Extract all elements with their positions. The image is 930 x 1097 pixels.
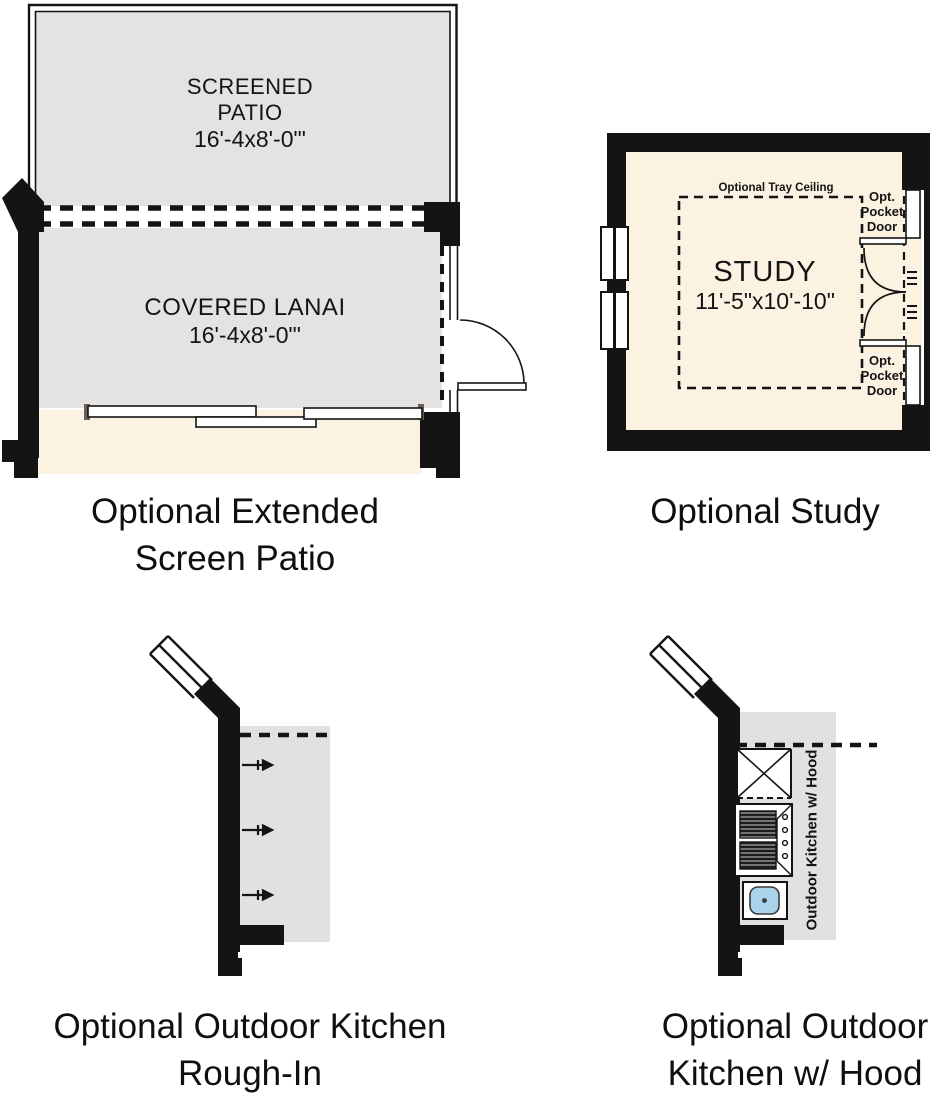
patio-caption-line2: Screen Patio: [134, 539, 336, 578]
covered-lanai-label: [120, 294, 370, 348]
pocket-top-l3: Door: [866, 219, 898, 234]
hood-caption-line1: Optional Outdoor: [661, 1007, 929, 1046]
pocket-top-l1: Opt.: [869, 189, 895, 204]
rough-in-counter-area: [240, 726, 330, 942]
hood-vent-icon: [737, 749, 791, 798]
sink-icon: [743, 882, 787, 919]
pocket-top-l2: Pocket: [860, 204, 904, 219]
right-wall-thin-edges: [450, 246, 458, 414]
outdoor-kitchen-counter-label: Outdoor Kitchen w/ Hood: [803, 749, 821, 931]
rough-in-plan-caption: [10, 1003, 490, 1097]
pocket-bot-l2: Pocket: [860, 368, 904, 383]
screened-patio-name-line2: PATIO: [217, 100, 283, 125]
hood-plan-caption: [595, 1003, 930, 1097]
study-room-dims: 11'-5"x10'-10": [695, 288, 835, 314]
covered-lanai-name: COVERED LANAI: [144, 294, 346, 321]
pocket-door-label-bottom: [856, 353, 908, 398]
outdoor-kitchen-hood-plan: [650, 636, 877, 976]
rough-in-caption-line1: Optional Outdoor Kitchen: [53, 1007, 447, 1046]
screened-patio-dims: 16'-4x8'-0"': [193, 126, 307, 152]
screened-patio-label: [140, 74, 360, 152]
patio-caption-line1: Optional Extended: [91, 492, 379, 531]
lanai-entry-door: [458, 320, 526, 390]
screened-patio-name-line1: SCREENED: [186, 74, 314, 99]
study-room-label: [655, 257, 875, 315]
pocket-bot-l1: Opt.: [869, 353, 895, 368]
study-plan-caption: Optional Study: [650, 492, 880, 531]
patio-lanai-dashed-division: [38, 208, 424, 224]
hood-caption-line2: Kitchen w/ Hood: [667, 1054, 923, 1093]
grill-icon: [735, 804, 792, 876]
tray-ceiling-label: Optional Tray Ceiling: [718, 182, 834, 194]
rough-in-caption-line2: Rough-In: [178, 1054, 322, 1093]
outdoor-kitchen-rough-in-plan: [150, 636, 332, 976]
pocket-door-label-top: [856, 189, 908, 234]
covered-lanai-dims: 16'-4x8'-0"': [188, 322, 302, 348]
pocket-bot-l3: Door: [866, 383, 898, 398]
study-room-name: STUDY: [713, 256, 817, 288]
patio-plan-caption: [10, 488, 460, 582]
